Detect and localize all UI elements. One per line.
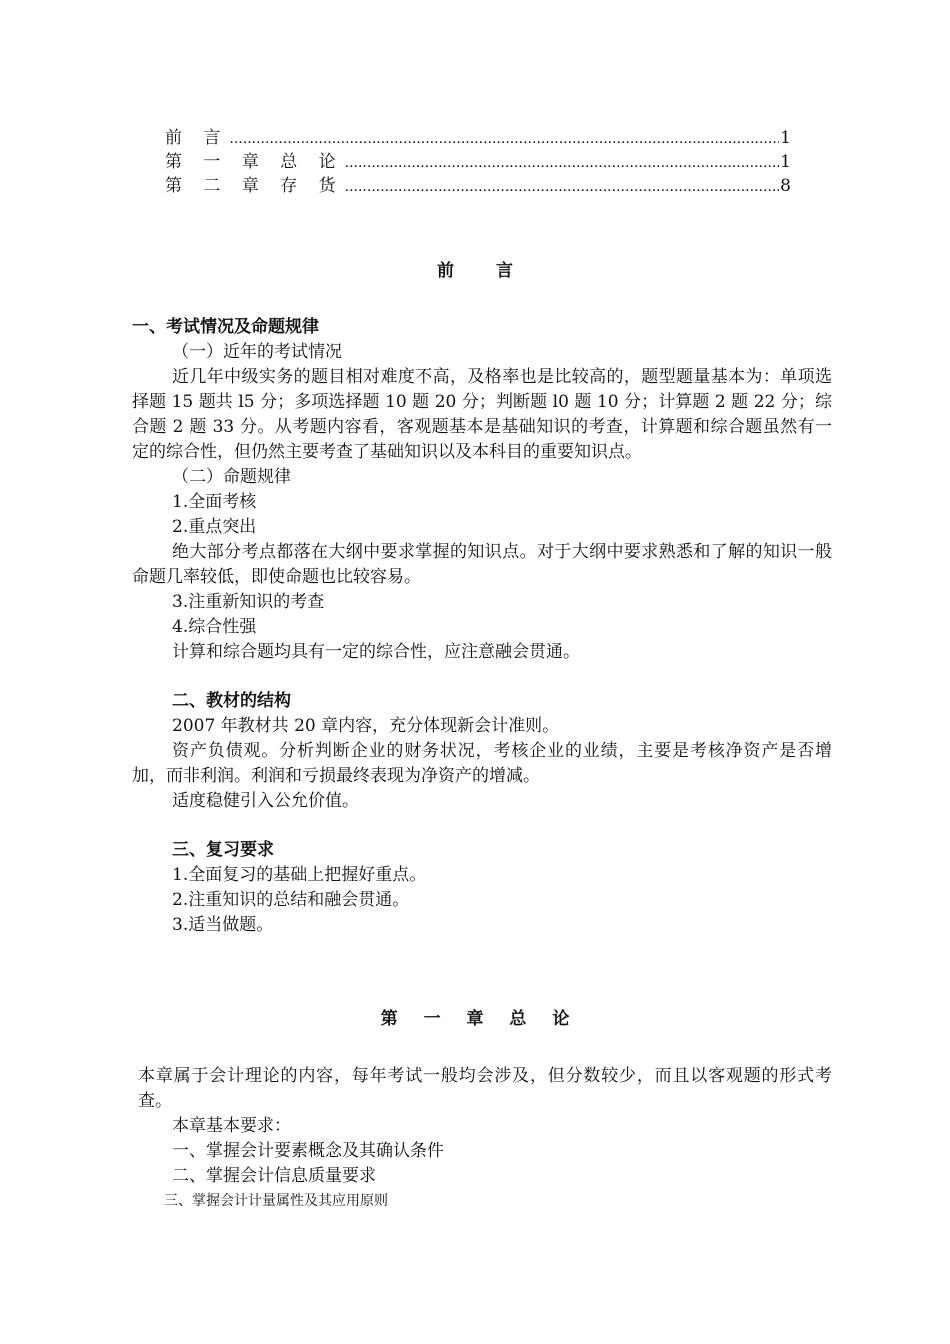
toc-entry[interactable]: [165, 126, 791, 150]
table-of-contents: [165, 126, 791, 198]
section-heading: 三、复习要求: [172, 840, 274, 860]
toc-entry[interactable]: [165, 150, 791, 174]
chapter-title: 第 一 章 总 论: [380, 1009, 580, 1029]
requirement-item: 一、掌握会计要素概念及其确认条件: [172, 1141, 444, 1161]
section-heading: 二、教材的结构: [172, 691, 291, 711]
subsection-heading: （二）命题规律: [172, 467, 291, 487]
list-item: 3.注重新知识的考查: [172, 592, 325, 612]
toc-leader-dots: [345, 175, 780, 199]
list-item: 2.注重知识的总结和融会贯通。: [172, 890, 410, 910]
toc-entry-page: 8: [780, 176, 791, 196]
paragraph: 资产负债观。分析判断企业的财务状况，考核企业的业绩，主要是考核净资产是否增加，而非利润。利润和亏损最终表现为净资产的增减。: [132, 741, 832, 786]
requirement-item: 三、掌握会计计量属性及其应用原则: [164, 1193, 388, 1209]
paragraph: 本章属于会计理论的内容，每年考试一般均会涉及，但分数较少，而且以客观题的形式考查。: [138, 1066, 832, 1111]
preface-body: [132, 315, 832, 938]
requirements-title: 本章基本要求：: [172, 1116, 291, 1136]
toc-entry-label: 前 言: [165, 128, 229, 148]
requirement-item: 二、掌握会计信息质量要求: [172, 1166, 376, 1186]
chapter-body: [132, 1064, 832, 1214]
subsection-heading: （一）近年的考试情况: [172, 342, 342, 362]
paragraph: 适度稳健引入公允价值。: [172, 791, 359, 811]
paragraph: 2007 年教材共 20 章内容，充分体现新会计准则。: [172, 716, 560, 736]
paragraph: 计算和综合题均具有一定的综合性，应注意融会贯通。: [172, 642, 580, 662]
list-item: 1.全面考核: [172, 492, 257, 512]
list-item: 3.适当做题。: [172, 915, 274, 935]
list-item: 2.重点突出: [172, 517, 257, 537]
toc-entry-page: 1: [780, 152, 791, 172]
paragraph: 近几年中级实务的题目相对难度不高，及格率也是比较高的，题型题量基本为：单项选择题 15 题共 l5 分；多项选择题 10 题 20 分；判断题 l0 题 10 分；计算题 2 题 22 分；综合题 2 题 33 分。从考题内容看，客观题基本是基础知识的考查，计算题和综合题虽然有一定的综合性，但仍然主要考查了基础知识以及本科目的重要知识点。: [132, 367, 832, 462]
toc-entry-label: 第 一 章 总 论: [165, 152, 344, 172]
toc-entry-label: 第 二 章 存 货: [165, 176, 344, 196]
toc-entry-page: 1: [780, 128, 791, 148]
paragraph: 绝大部分考点都落在大纲中要求掌握的知识点。对于大纲中要求熟悉和了解的知识一般命题几率较低，即使命题也比较容易。: [132, 542, 832, 587]
toc-leader-dots: [345, 151, 780, 175]
toc-entry[interactable]: [165, 174, 791, 198]
section-heading: 一、考试情况及命题规律: [132, 317, 319, 337]
toc-leader-dots: [229, 127, 779, 151]
list-item: 4.综合性强: [172, 617, 257, 637]
list-item: 1.全面复习的基础上把握好重点。: [172, 865, 427, 885]
preface-title: 前 言: [437, 261, 531, 281]
